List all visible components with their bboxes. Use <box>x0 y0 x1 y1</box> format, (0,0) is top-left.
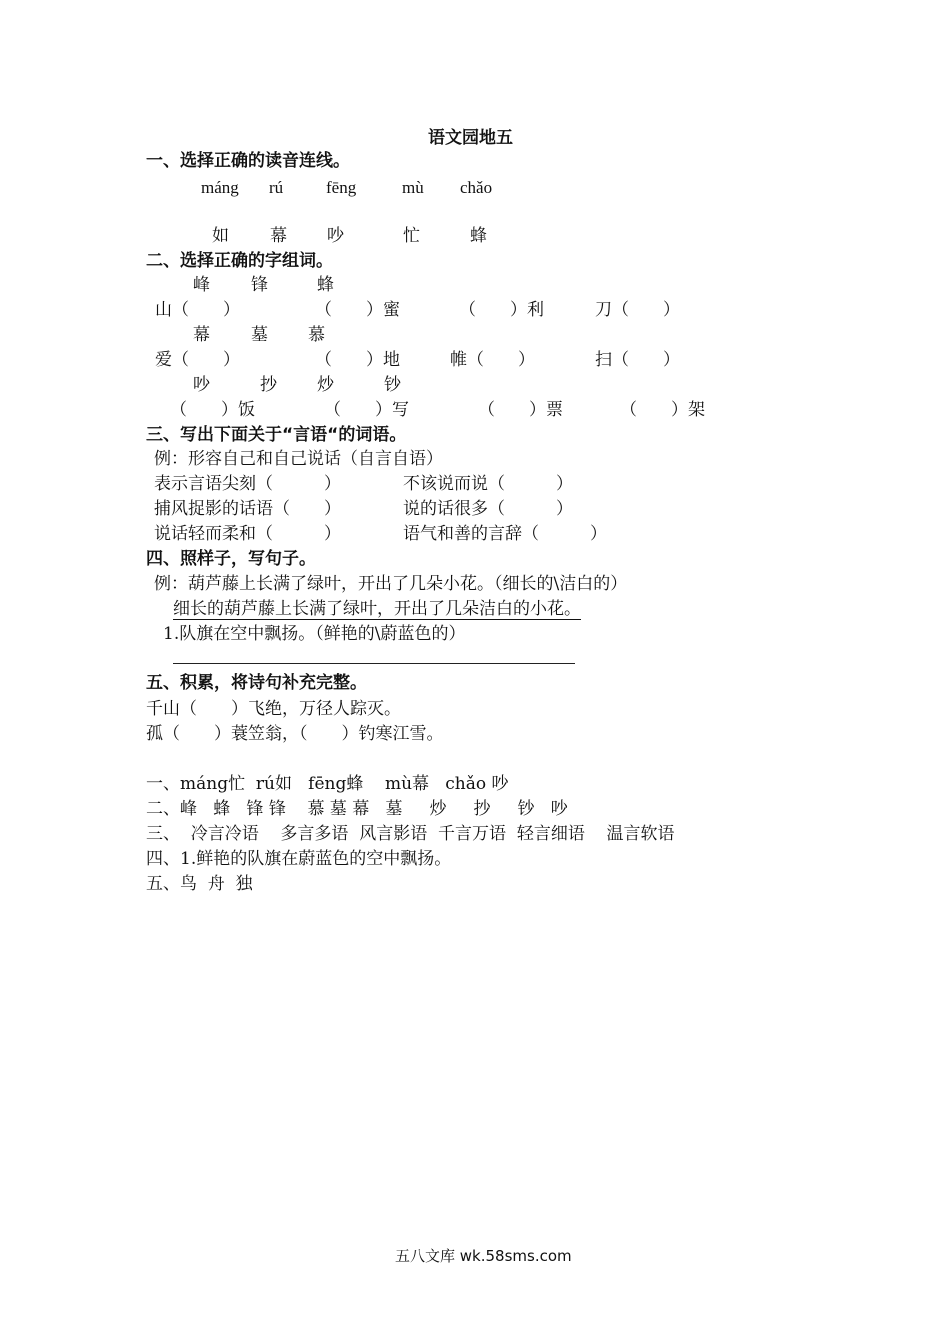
fill-item: （ ）饭 <box>170 400 255 420</box>
example-text: 例：形容自己和自己说话（自言自语） <box>154 449 443 469</box>
answer-1: 一、máng忙 rú如 fēng蜂 mù幕 chǎo 吵 <box>146 774 509 794</box>
example-answer: 细长的葫芦藤上长满了绿叶，开出了几朵洁白的小花。 <box>173 599 581 619</box>
fill-item: 帷（ ） <box>450 350 535 370</box>
fill-item: 说的话很多（ ） <box>403 499 573 519</box>
pinyin-5: chǎo <box>460 178 493 197</box>
fill-item: （ ）票 <box>478 400 563 420</box>
section-4-heading: 四、照样子，写句子。 <box>146 549 316 569</box>
fill-item: （ ）地 <box>315 350 400 370</box>
option-char: 锋 <box>251 275 268 295</box>
fill-item: 爱（ ） <box>155 350 240 370</box>
fill-item: （ ）蜜 <box>315 300 400 320</box>
option-char: 蜂 <box>317 275 334 295</box>
fill-item: （ ）写 <box>324 400 409 420</box>
fill-item: 说话轻而柔和（ ） <box>154 524 341 544</box>
fill-item: 语气和善的言辞（ ） <box>403 524 607 544</box>
char-4: 忙 <box>403 226 420 246</box>
fill-item: 扫（ ） <box>595 350 680 370</box>
footer-watermark: 五八文库 wk.58sms.com <box>395 1247 572 1265</box>
pinyin-2: rú <box>269 178 284 197</box>
fill-item: 山（ ） <box>155 300 240 320</box>
section-3-heading: 三、写出下面关于“言语“的词语。 <box>146 425 407 445</box>
answer-2: 二、峰 蜂 锋 锋 慕 墓 幕 墓 炒 抄 钞 吵 <box>146 799 568 819</box>
fill-item: 刀（ ） <box>595 300 680 320</box>
option-char: 幕 <box>193 325 210 345</box>
section-5-heading: 五、积累，将诗句补充完整。 <box>146 673 367 693</box>
poem-line-2: 孤（ ）蓑笠翁，（ ）钓寒江雪。 <box>146 724 444 744</box>
section-2-heading: 二、选择正确的字组词。 <box>146 251 333 271</box>
fill-item: （ ）架 <box>620 400 705 420</box>
option-char: 钞 <box>384 375 401 395</box>
pinyin-1: máng <box>201 178 239 197</box>
answer-blank-line <box>173 663 575 664</box>
option-char: 峰 <box>193 275 210 295</box>
char-2: 幕 <box>270 226 287 246</box>
fill-item: （ ）利 <box>459 300 544 320</box>
poem-line-1: 千山（ ）飞绝，万径人踪灭。 <box>146 699 401 719</box>
fill-item: 不该说而说（ ） <box>403 474 573 494</box>
option-char: 慕 <box>308 325 325 345</box>
pinyin-3: fēng <box>326 178 357 197</box>
option-char: 炒 <box>317 375 334 395</box>
char-3: 吵 <box>327 226 344 246</box>
char-1: 如 <box>212 226 229 246</box>
pinyin-4: mù <box>402 178 424 197</box>
option-char: 吵 <box>193 375 210 395</box>
page-title: 语文园地五 <box>428 128 513 148</box>
answer-4: 四、1.鲜艳的队旗在蔚蓝色的空中飘扬。 <box>146 849 452 869</box>
answer-5: 五、鸟 舟 独 <box>146 874 253 894</box>
example-text: 例：葫芦藤上长满了绿叶，开出了几朵小花。（细长的\洁白的） <box>154 574 628 594</box>
char-5: 蜂 <box>470 226 487 246</box>
section-1-heading: 一、选择正确的读音连线。 <box>146 151 350 171</box>
fill-item: 捕风捉影的话语（ ） <box>154 499 341 519</box>
answer-3: 三、 冷言冷语 多言多语 风言影语 千言万语 轻言细语 温言软语 <box>146 824 675 844</box>
fill-item: 表示言语尖刻（ ） <box>154 474 341 494</box>
option-char: 墓 <box>251 325 268 345</box>
option-char: 抄 <box>260 375 277 395</box>
question-1: 1.队旗在空中飘扬。（鲜艳的\蔚蓝色的） <box>163 624 466 644</box>
